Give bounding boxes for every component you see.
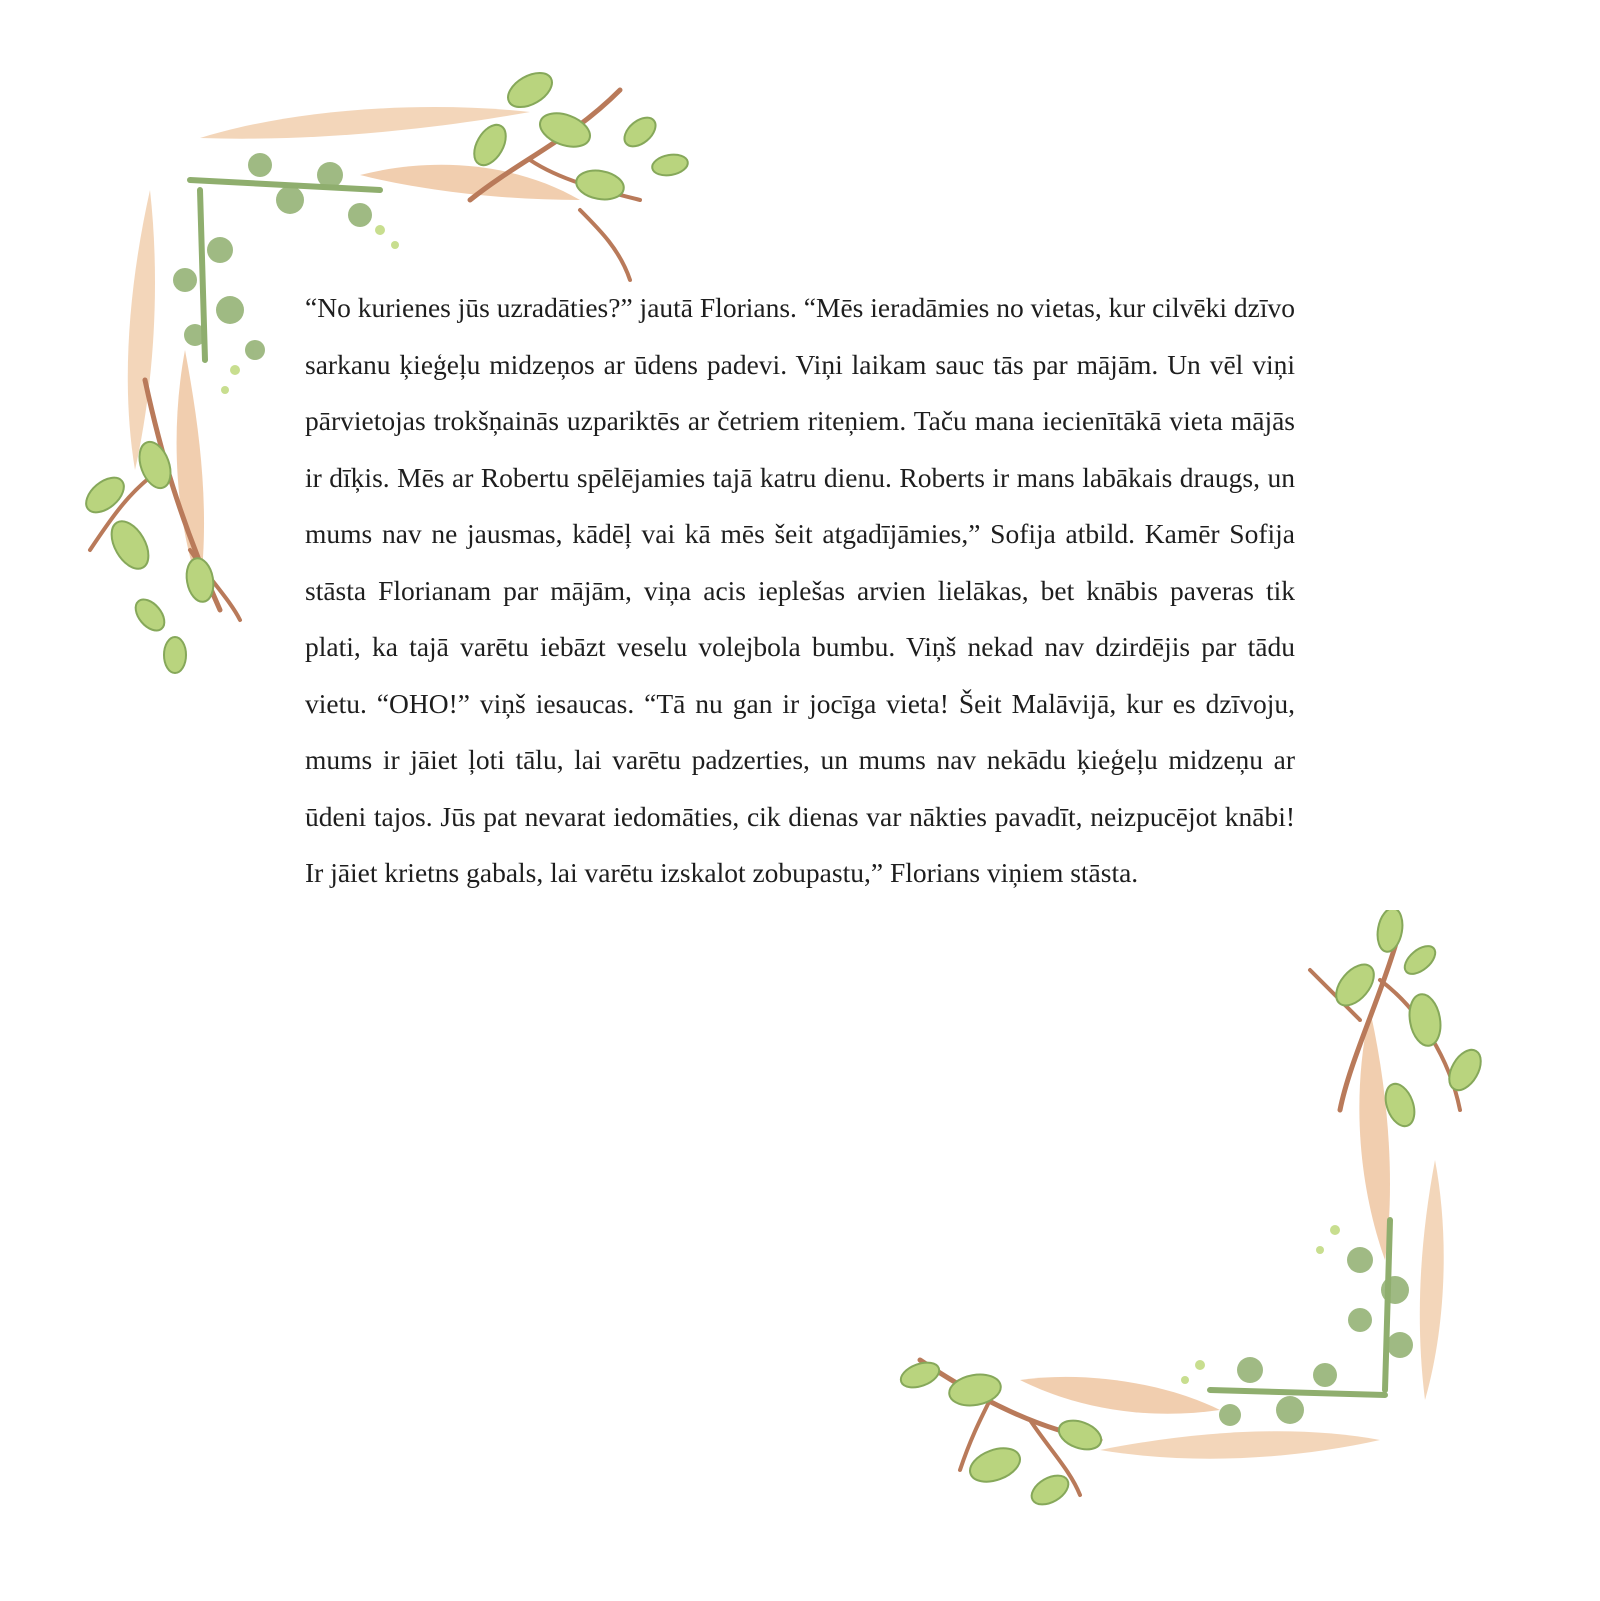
leaf — [1055, 1415, 1105, 1454]
feather-plume — [1420, 1160, 1444, 1400]
branch — [90, 470, 160, 550]
feather-plume — [128, 190, 155, 470]
moss-cluster — [1348, 1308, 1372, 1332]
moss-cluster — [1347, 1247, 1373, 1273]
leaf — [965, 1442, 1024, 1488]
leaf — [130, 594, 170, 636]
moss-dot — [1181, 1376, 1189, 1384]
moss-cluster — [1237, 1357, 1263, 1383]
leaf — [134, 438, 177, 493]
moss-cluster — [184, 324, 206, 346]
moss-cluster — [245, 340, 265, 360]
feather-plume — [1020, 1377, 1220, 1414]
branch — [145, 380, 220, 610]
moss-dot — [1330, 1225, 1340, 1235]
bottom-right-leaf-corner-illustration — [880, 910, 1540, 1550]
leaf — [1406, 992, 1445, 1048]
leaf — [897, 1358, 942, 1392]
leaf — [1374, 910, 1405, 954]
story-paragraph: “No kurienes jūs uzradāties?” jautā Florians. “Mēs ieradāmies no vietas, kur cilvēki dzīvo sarkanu ķieģeļu midzeņos ar ūdens padevi. Viņi laikam sauc tās par mājām. Un vēl viņi pārvietojas trokšņainās uzpariktēs ar četriem riteņiem. Taču mana iecienītākā vieta mājās ir dīķis. Mēs ar Robertu spēlējamies tajā katru dienu. Roberts ir mans labākais draugs, un mums nav ne jausmas, kādēļ vai kā mēs šeit atgadījāmies,” Sofija atbild. Kamēr Sofija stāsta Florianam par mājām, viņa acis ieplešas arvien lielākas, bet knābis paveras tik plati, ka tajā varētu iebāzt veselu volejbola bumbu. Viņš nekad nav dzirdējis par tādu vietu. “OHO!” viņš iesaucas. “Tā nu gan ir jocīga vieta! Šeit Malāvijā, kur es dzīvoju, mums ir jāiet ļoti tālu, lai varētu padzerties, un mums nav nekādu ķieģeļu midzeņu ar ūdeni tajos. Jūs pat nevarat iedomāties, cik dienas var nākties pavadīt, neizpucējot knābi! Ir jāiet krietns gabals, lai varētu izskalot zobupastu,” Florians viņiem stāsta. — [305, 292, 1295, 888]
leaf — [1400, 941, 1440, 979]
feather-plume — [1359, 1010, 1390, 1260]
moss-cluster — [207, 237, 233, 263]
moss-stem — [1210, 1390, 1385, 1395]
moss-stem — [190, 180, 380, 190]
leaf — [468, 119, 513, 170]
moss-cluster — [1387, 1332, 1413, 1358]
moss-dot — [1195, 1360, 1205, 1370]
moss-cluster — [1313, 1363, 1337, 1387]
branch — [530, 160, 640, 200]
branch — [580, 210, 630, 280]
branch — [470, 90, 620, 200]
feather-plume — [1100, 1431, 1380, 1458]
branch — [960, 1400, 990, 1470]
branch — [920, 1360, 1100, 1440]
leaf — [164, 637, 186, 673]
feather-plume — [360, 165, 580, 200]
leaf — [651, 152, 690, 178]
moss-cluster — [248, 153, 272, 177]
feather-plume — [200, 107, 530, 139]
feather-plume — [177, 350, 204, 590]
branch — [1310, 970, 1360, 1020]
moss-cluster — [1381, 1276, 1409, 1304]
moss-cluster — [1219, 1404, 1241, 1426]
leaf — [183, 556, 216, 604]
leaf — [535, 107, 594, 153]
leaf — [574, 167, 626, 203]
leaf — [947, 1371, 1003, 1410]
moss-dot — [221, 386, 229, 394]
moss-dot — [375, 225, 385, 235]
moss-cluster — [317, 162, 343, 188]
leaf — [80, 471, 130, 519]
moss-cluster — [1276, 1396, 1304, 1424]
moss-cluster — [216, 296, 244, 324]
leaf — [502, 66, 558, 114]
moss-stem — [1385, 1220, 1390, 1390]
moss-cluster — [276, 186, 304, 214]
moss-dot — [230, 365, 240, 375]
moss-dot — [391, 241, 399, 249]
leaf — [104, 515, 156, 575]
leaf — [1443, 1044, 1488, 1095]
leaf — [1380, 1080, 1419, 1130]
branch — [190, 550, 240, 620]
leaf — [1329, 958, 1381, 1013]
leaf — [619, 112, 661, 152]
branch — [1380, 980, 1460, 1110]
branch — [1340, 930, 1400, 1110]
moss-cluster — [173, 268, 197, 292]
moss-stem — [200, 190, 205, 360]
moss-cluster — [348, 203, 372, 227]
leaf — [1027, 1470, 1074, 1511]
branch — [1030, 1420, 1080, 1495]
moss-dot — [1316, 1246, 1324, 1254]
